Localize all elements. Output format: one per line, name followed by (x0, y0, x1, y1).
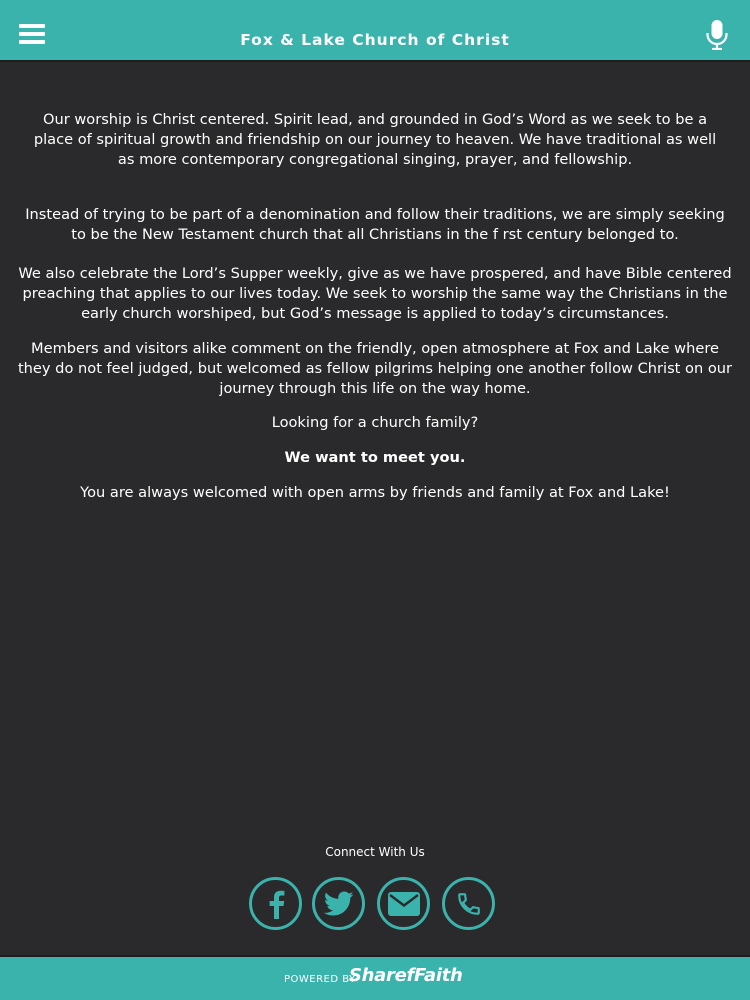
phone-icon (456, 891, 482, 917)
email-icon (388, 892, 420, 916)
voice-search-button[interactable] (704, 20, 730, 50)
sharefaith-logo[interactable]: SharefFaith (349, 965, 463, 986)
invitation-text: We want to meet you. (284, 449, 466, 466)
welcome-text: You are always welcomed with open arms by friends and family at Fox and Lake! (80, 484, 670, 501)
twitter-icon (324, 891, 354, 917)
worship-paragraph: We also celebrate the Lord’s Supper weekly, give as we have prospered, and have Bible centered preaching that applies to our lives today. We seek to worship the same way the Christians in the early church worshiped, but God’s message is applied to today’s circumstances. (18, 265, 732, 322)
twitter-button[interactable] (312, 877, 365, 930)
connect-heading: Connect With Us (325, 845, 425, 859)
denomination-paragraph: Instead of trying to be part of a denomination and follow their traditions, we are simply seeking to be the New Testament church that all Christians in the f rst century belonged to. (25, 206, 725, 243)
visitors-paragraph: Members and visitors alike comment on the friendly, open atmosphere at Fox and Lake where they do not feel judged, but welcomed as fellow pilgrims helping one another follow Christ on our journey through this life on the way home. (17, 340, 733, 397)
app-footer (0, 955, 750, 1000)
phone-button[interactable] (442, 877, 495, 930)
facebook-icon (265, 889, 287, 919)
app-header (0, 0, 750, 62)
facebook-button[interactable] (249, 877, 302, 930)
powered-by-label: POWERED BY (284, 974, 356, 985)
question-text: Looking for a church family? (271, 414, 479, 431)
microphone-icon (704, 20, 730, 50)
email-button[interactable] (377, 877, 430, 930)
intro-paragraph: Our worship is Christ centered. Spirit lead, and grounded in God’s Word as we seek to be a place of spiritual growth and friendship on our journey to heaven. We have traditional as well as more contemporary congregational singing, prayer, and fellowship. (33, 111, 717, 168)
page-title: Fox & Lake Church of Christ (240, 31, 510, 49)
